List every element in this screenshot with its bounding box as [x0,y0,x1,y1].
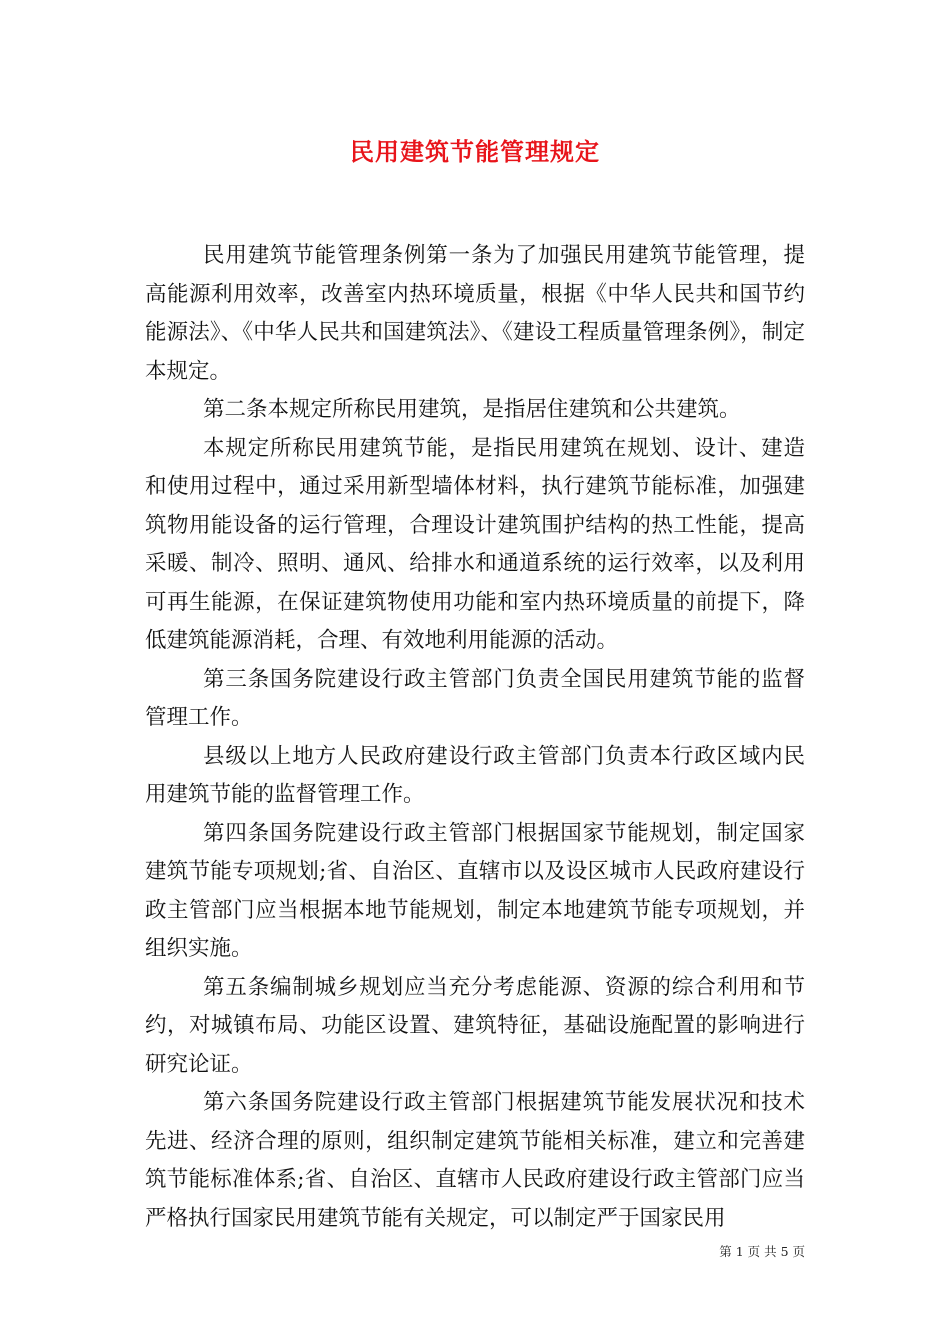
paragraph-3: 本规定所称民用建筑节能，是指民用建筑在规划、设计、建造和使用过程中，通过采用新型墙体材料，执行建筑节能标准，加强建筑物用能设备的运行管理，合理设计建筑围护结构的热工性能，提高采暖、制冷、照明、通风、给排水和通道系统的运行效率，以及利用可再生能源，在保证建筑物使用功能和室内热环境质量的前提下，降低建筑能源消耗，合理、有效地利用能源的活动。 [145,435,805,653]
paragraph-5: 县级以上地方人民政府建设行政主管部门负责本行政区域内民用建筑节能的监督管理工作。 [145,743,805,807]
document-body [145,237,805,1238]
paragraph-4: 第三条国务院建设行政主管部门负责全国民用建筑节能的监督管理工作。 [145,666,805,730]
paragraph-6: 第四条国务院建设行政主管部门根据国家节能规划，制定国家建筑节能专项规划;省、自治区、直辖市以及设区城市人民政府建设行政主管部门应当根据本地节能规划，制定本地建筑节能专项规划，并组织实施。 [145,820,805,961]
paragraph-8: 第六条国务院建设行政主管部门根据建筑节能发展状况和技术先进、经济合理的原则，组织制定建筑节能相关标准，建立和完善建筑节能标准体系;省、自治区、直辖市人民政府建设行政主管部门应当严格执行国家民用建筑节能有关规定，可以制定严于国家民用 [145,1090,805,1231]
page-number: 第 1 页 共 5 页 [719,1244,805,1259]
paragraph-7: 第五条编制城乡规划应当充分考虑能源、资源的综合利用和节约，对城镇布局、功能区设置、建筑特征，基础设施配置的影响进行研究论证。 [145,974,805,1077]
paragraph-1: 民用建筑节能管理条例第一条为了加强民用建筑节能管理，提高能源利用效率，改善室内热环境质量，根据《中华人民共和国节约能源法》、《中华人民共和国建筑法》、《建设工程质量管理条例》，制定本规定。 [145,243,805,384]
paragraph-2: 第二条本规定所称民用建筑，是指居住建筑和公共建筑。 [203,397,741,422]
page-title: 民用建筑节能管理规定 [350,137,600,166]
